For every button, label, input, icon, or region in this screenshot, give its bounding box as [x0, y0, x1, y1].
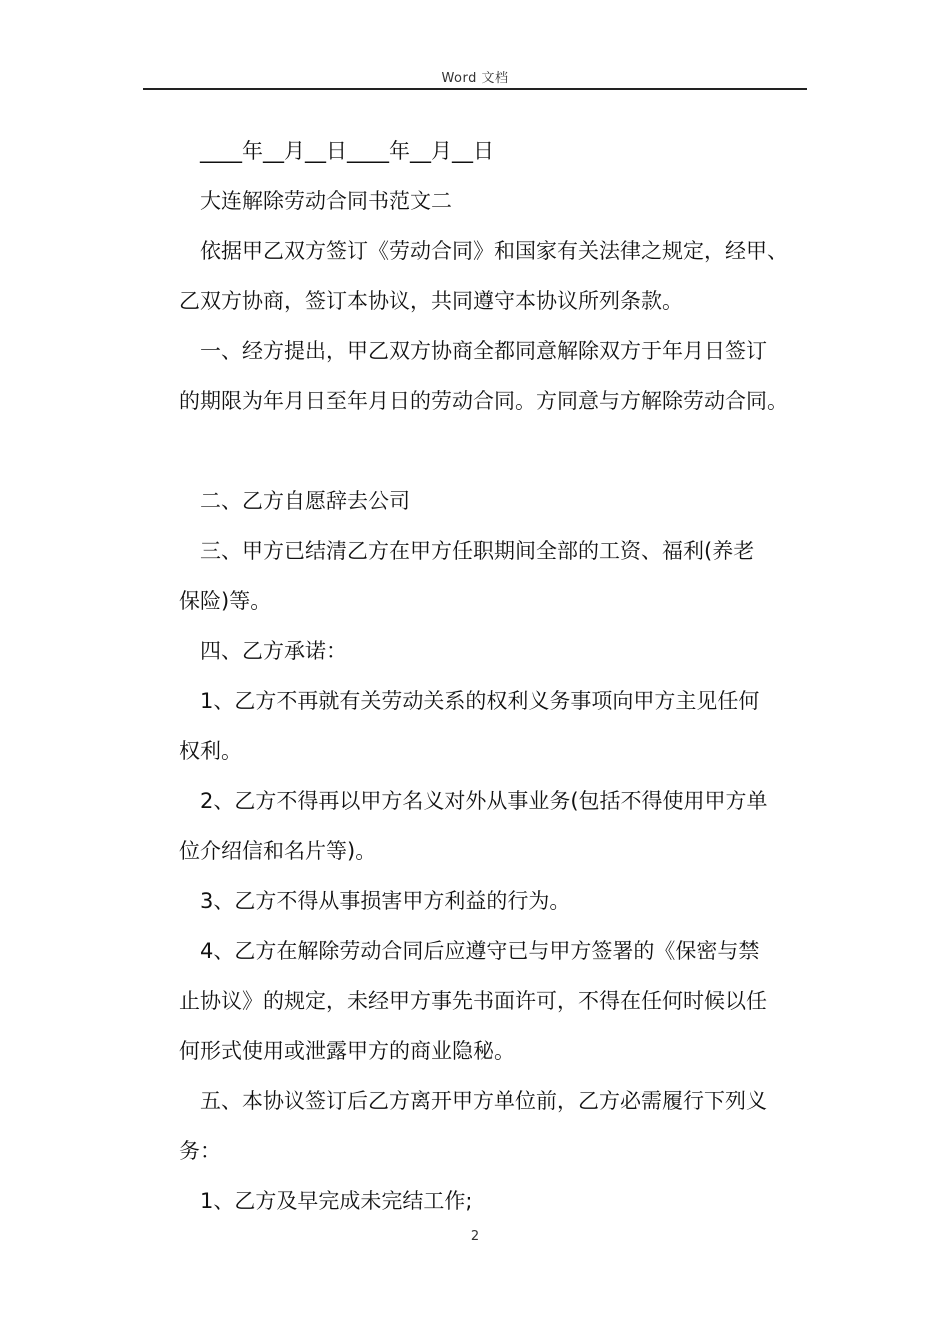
document-title: 大连解除劳动合同书范文二 — [200, 189, 452, 213]
paragraph-line: 一、经方提出，甲乙双方协商全都同意解除双方于年月日签订 — [200, 339, 767, 363]
paragraph-line: 止协议》的规定，未经甲方事先书面许可，不得在任何时候以任 — [179, 989, 767, 1013]
paragraph-line: 3、乙方不得从事损害甲方利益的行为。 — [200, 889, 571, 913]
page-number: 2 — [470, 1229, 480, 1244]
paragraph-line: 1、乙方及早完成未完结工作; — [200, 1189, 473, 1213]
paragraph-line: 乙双方协商，签订本协议，共同遵守本协议所列条款。 — [179, 289, 683, 313]
page-header: Word 文档 — [441, 71, 509, 86]
paragraph-line: 2、乙方不得再以甲方名义对外从事业务(包括不得使用甲方单 — [200, 789, 768, 813]
paragraph-line: 五、本协议签订后乙方离开甲方单位前，乙方必需履行下列义 — [200, 1089, 767, 1113]
paragraph-line: 二、乙方自愿辞去公司 — [200, 489, 410, 513]
paragraph-line: 三、甲方已结清乙方在甲方任职期间全部的工资、福利(养老 — [200, 539, 755, 563]
paragraph-line: 保险)等。 — [179, 589, 272, 613]
paragraph-line: 依据甲乙双方签订《劳动合同》和国家有关法律之规定，经甲、 — [200, 239, 788, 263]
paragraph-line: 1、乙方不再就有关劳动关系的权利义务事项向甲方主见任何 — [200, 689, 760, 713]
paragraph-line: 4、乙方在解除劳动合同后应遵守已与甲方签署的《保密与禁 — [200, 939, 760, 963]
paragraph-line: 何形式使用或泄露甲方的商业隐秘。 — [179, 1039, 515, 1063]
paragraph-line: 的期限为年月日至年月日的劳动合同。方同意与方解除劳动合同。 — [179, 389, 788, 413]
date-line: ____年__月__日____年__月__日 — [200, 139, 494, 163]
document-body — [179, 126, 819, 1226]
header-divider — [143, 88, 807, 90]
paragraph-line: 权利。 — [179, 739, 242, 763]
paragraph-line: 务： — [179, 1139, 221, 1163]
paragraph-line: 位介绍信和名片等)。 — [179, 839, 377, 863]
paragraph-line: 四、乙方承诺： — [200, 639, 347, 663]
blank-line — [179, 426, 819, 476]
